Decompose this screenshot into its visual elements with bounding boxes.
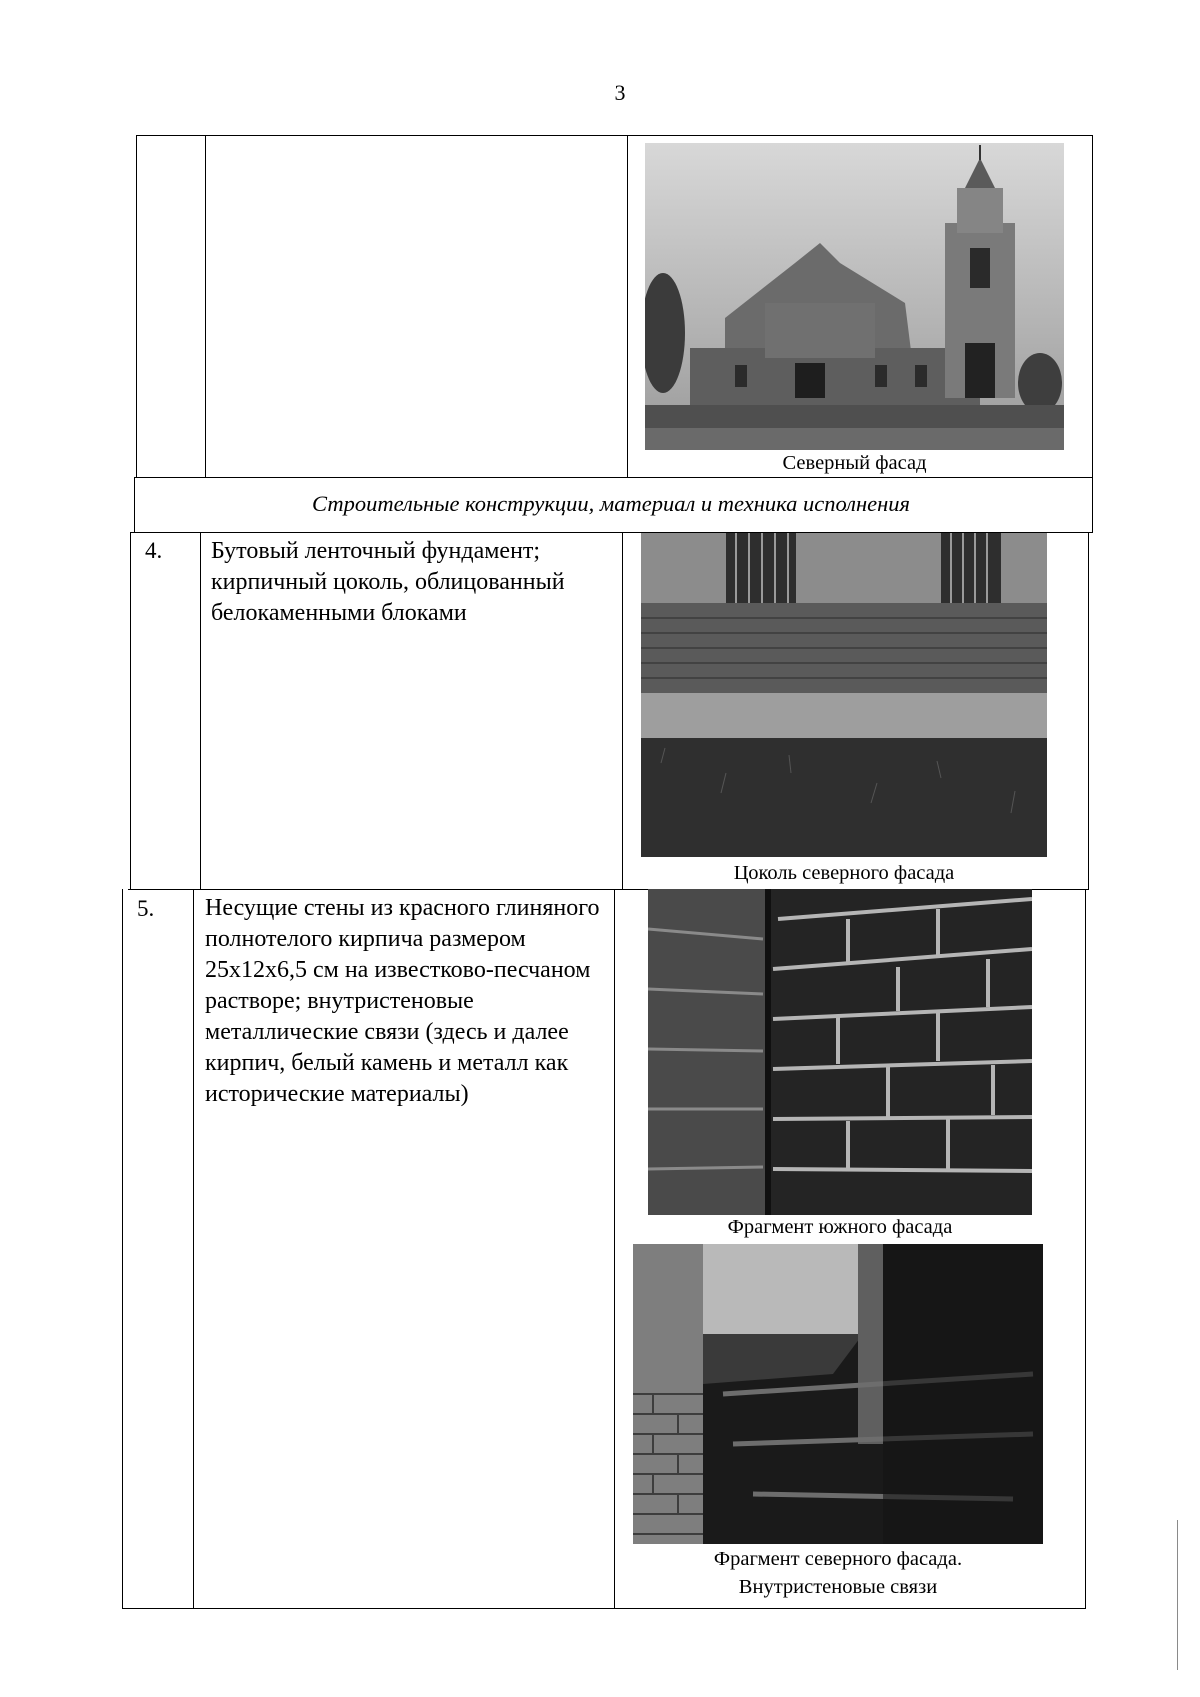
plinth-photo <box>641 533 1047 857</box>
row-number: 5. <box>137 896 155 921</box>
wall-ties-icon <box>633 1244 1043 1544</box>
north-facade-ties-caption-line1: Фрагмент северного фасада. <box>713 1548 963 1570</box>
scan-artifact <box>1177 1520 1178 1670</box>
wall-ties-photo <box>633 1244 1043 1544</box>
row5-text-divider <box>614 889 615 1608</box>
row-description: Бутовый ленточный фундамент; кирпичный цоколь, облицованный белокаменными блоками <box>211 538 565 626</box>
table-right-border <box>1092 135 1093 532</box>
church-north-facade-photo <box>645 143 1064 450</box>
row-description: Несущие стены из красного глиняного полнотелого кирпича размером 25х12х6,5 см на известково-песчаном растворе; внутристеновые металлические связи (здесь и далее кирпич, белый камень и металл как исторические материалы) <box>205 895 600 1107</box>
row5-left-border <box>122 889 123 1608</box>
north-facade-caption: Северный фасад <box>782 452 927 474</box>
south-facade-caption: Фрагмент южного фасада <box>727 1216 953 1238</box>
row4-text-divider <box>622 532 623 889</box>
brick-plinth-icon <box>641 533 1047 857</box>
section-top-border <box>134 477 1093 478</box>
row5-num-divider <box>193 889 194 1608</box>
section-heading: Строительные конструкции, материал и техника исполнения <box>312 491 910 516</box>
page-number: 3 <box>614 80 626 105</box>
row4-right-border <box>1088 532 1089 889</box>
row-number: 4. <box>145 538 163 563</box>
row4-left-border <box>130 532 131 889</box>
brick-wall-photo <box>648 889 1032 1215</box>
church-icon <box>645 143 1064 450</box>
brick-wall-icon <box>648 889 1032 1215</box>
row5-right-border <box>1085 889 1086 1608</box>
table-left-border <box>136 135 137 477</box>
num-col-divider <box>205 135 206 477</box>
table-top-border <box>136 135 1093 136</box>
north-facade-ties-caption-line2: Внутристеновые связи <box>738 1576 938 1598</box>
text-col-divider <box>627 135 628 477</box>
row4-num-divider <box>200 532 201 889</box>
plinth-caption: Цоколь северного фасада <box>733 862 955 884</box>
table-bottom-border <box>122 1608 1086 1609</box>
